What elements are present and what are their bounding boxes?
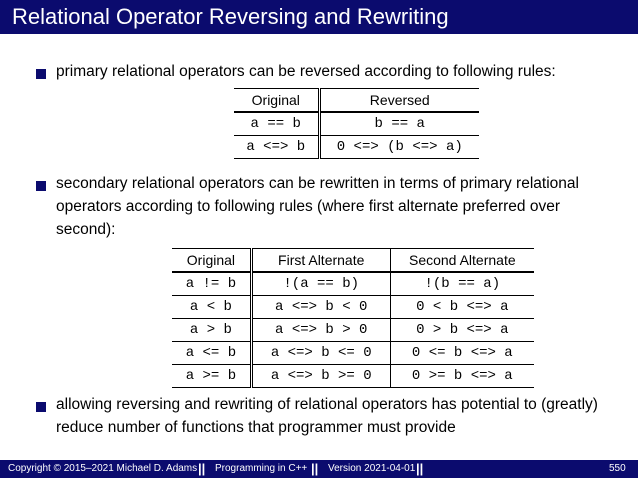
table-row: [172, 272, 534, 296]
footer-separator: ||: [416, 461, 424, 476]
header-original: Original: [172, 249, 251, 273]
bullet-2-text: secondary relational operators can be rewritten in terms of primary relational operators according to following rules (where first alternate preferred over second):: [56, 175, 579, 238]
cell-first-alternate: a <=> b < 0: [251, 296, 390, 319]
cell-second-alternate: !(b == a): [390, 272, 534, 296]
cell-original: a < b: [172, 296, 251, 319]
table-row: [172, 296, 534, 319]
cell-reversed: 0 <=> (b <=> a): [319, 136, 479, 159]
cell-second-alternate: 0 > b <=> a: [390, 319, 534, 342]
cell-first-alternate: a <=> b >= 0: [251, 365, 390, 388]
cell-second-alternate: 0 < b <=> a: [390, 296, 534, 319]
cell-original: a == b: [234, 112, 319, 136]
header-first-alternate: First Alternate: [251, 249, 390, 273]
table-row: [234, 136, 479, 159]
page-number: 550: [609, 463, 626, 474]
footer-course: Programming in C++: [215, 463, 308, 474]
bullet-marker: [36, 69, 46, 79]
cell-original: a <= b: [172, 342, 251, 365]
cell-first-alternate: !(a == b): [251, 272, 390, 296]
footer-separator: ||: [311, 461, 319, 476]
table-header-row: [234, 89, 479, 113]
footer-copyright: Copyright © 2015–2021 Michael D. Adams: [8, 463, 198, 474]
footer-bar: [0, 460, 638, 478]
cell-first-alternate: a <=> b > 0: [251, 319, 390, 342]
cell-original: a >= b: [172, 365, 251, 388]
footer-separator: ||: [198, 461, 206, 476]
bullet-marker: [36, 181, 46, 191]
table-row: [172, 342, 534, 365]
cell-reversed: b == a: [319, 112, 479, 136]
title-bar: [0, 0, 638, 34]
reversal-table: [234, 88, 479, 159]
bullet-marker: [36, 402, 46, 412]
cell-second-alternate: 0 <= b <=> a: [390, 342, 534, 365]
table-row: [172, 319, 534, 342]
footer-version: Version 2021-04-01: [328, 463, 416, 474]
header-original: Original: [234, 89, 319, 113]
slide-title: Relational Operator Reversing and Rewriting: [12, 4, 449, 29]
header-reversed: Reversed: [319, 89, 479, 113]
bullet-3-text: allowing reversing and rewriting of relational operators has potential to (greatly) reduce number of functions that programmer must provide: [56, 396, 598, 436]
cell-first-alternate: a <=> b <= 0: [251, 342, 390, 365]
table-header-row: [172, 249, 534, 273]
cell-original: a <=> b: [234, 136, 319, 159]
cell-second-alternate: 0 >= b <=> a: [390, 365, 534, 388]
bullet-1-text: primary relational operators can be reversed according to following rules:: [56, 63, 556, 80]
table-row: [234, 112, 479, 136]
cell-original: a != b: [172, 272, 251, 296]
cell-original: a > b: [172, 319, 251, 342]
table-row: [172, 365, 534, 388]
header-second-alternate: Second Alternate: [390, 249, 534, 273]
rewrite-table: [172, 248, 534, 388]
